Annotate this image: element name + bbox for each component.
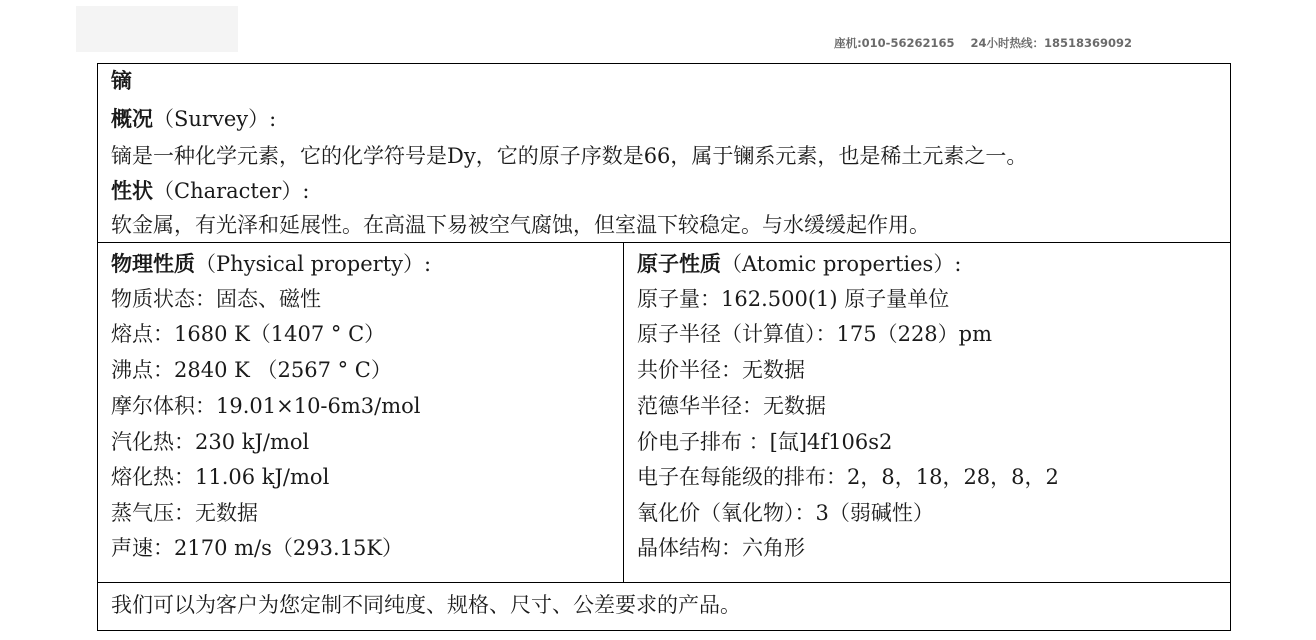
custom-order-section xyxy=(98,583,1230,630)
physical-properties-cell xyxy=(98,243,624,582)
survey-heading-line xyxy=(111,106,276,132)
custom-order-text: 我们可以为客户为您定制不同纯度、规格、尺寸、公差要求的产品。 xyxy=(111,593,741,617)
character-heading: 性状 xyxy=(111,178,153,203)
physical-heading-line xyxy=(111,251,431,277)
atomic-item: 共价半径：无数据 xyxy=(637,358,805,382)
physical-heading: 物理性质 xyxy=(111,251,195,276)
survey-text: 镝是一种化学元素，它的化学符号是Dy，它的原子序数是66，属于镧系元素，也是稀土元素之一。 xyxy=(111,144,1028,168)
element-name: 镝 xyxy=(111,68,132,93)
survey-heading: 概况 xyxy=(111,106,153,131)
atomic-heading-en: （Atomic properties）: xyxy=(721,252,962,276)
atomic-item: 原子半径（计算值）：175（228）pm xyxy=(637,322,993,346)
physical-item: 沸点：2840 K （2567 ° C） xyxy=(111,358,392,382)
physical-item: 声速：2170 m/s（293.15K） xyxy=(111,536,404,560)
intro-section xyxy=(98,64,1230,243)
contact-info xyxy=(834,35,1132,51)
element-info-table xyxy=(97,63,1231,631)
physical-item: 熔点：1680 K（1407 ° C） xyxy=(111,322,386,346)
logo-area xyxy=(76,6,238,52)
atomic-item: 原子量：162.500(1) 原子量单位 xyxy=(637,287,950,311)
atomic-item: 氧化价（氧化物）：3（弱碱性） xyxy=(637,501,934,525)
atomic-item: 晶体结构：六角形 xyxy=(637,536,805,560)
character-heading-line xyxy=(111,178,309,204)
atomic-item: 范德华半径：无数据 xyxy=(637,394,826,418)
atomic-item: 价电子排布 ：[氙]4f106s2 xyxy=(637,430,893,454)
physical-item: 摩尔体积：19.01×10-6m3/mol xyxy=(111,394,421,418)
physical-heading-en: （Physical property）: xyxy=(195,252,432,276)
survey-heading-en: （Survey）: xyxy=(153,107,277,131)
physical-item: 汽化热：230 kJ/mol xyxy=(111,430,310,454)
character-text: 软金属，有光泽和延展性。在高温下易被空气腐蚀，但室温下较稳定。与水缓缓起作用。 xyxy=(111,213,930,237)
atomic-heading: 原子性质 xyxy=(637,251,721,276)
landline-number: 座机:010-56262165 xyxy=(834,36,955,50)
atomic-properties-cell xyxy=(624,243,1232,582)
physical-item: 蒸气压：无数据 xyxy=(111,501,258,525)
hotline-number: 24小时热线：18518369092 xyxy=(970,36,1132,50)
atomic-heading-line xyxy=(637,251,961,277)
atomic-item: 电子在每能级的排布：2，8，18，28，8，2 xyxy=(637,465,1059,489)
physical-item: 熔化热：11.06 kJ/mol xyxy=(111,465,330,489)
physical-item: 物质状态：固态、磁性 xyxy=(111,287,321,311)
character-heading-en: （Character）: xyxy=(153,179,310,203)
properties-section xyxy=(98,243,1230,583)
